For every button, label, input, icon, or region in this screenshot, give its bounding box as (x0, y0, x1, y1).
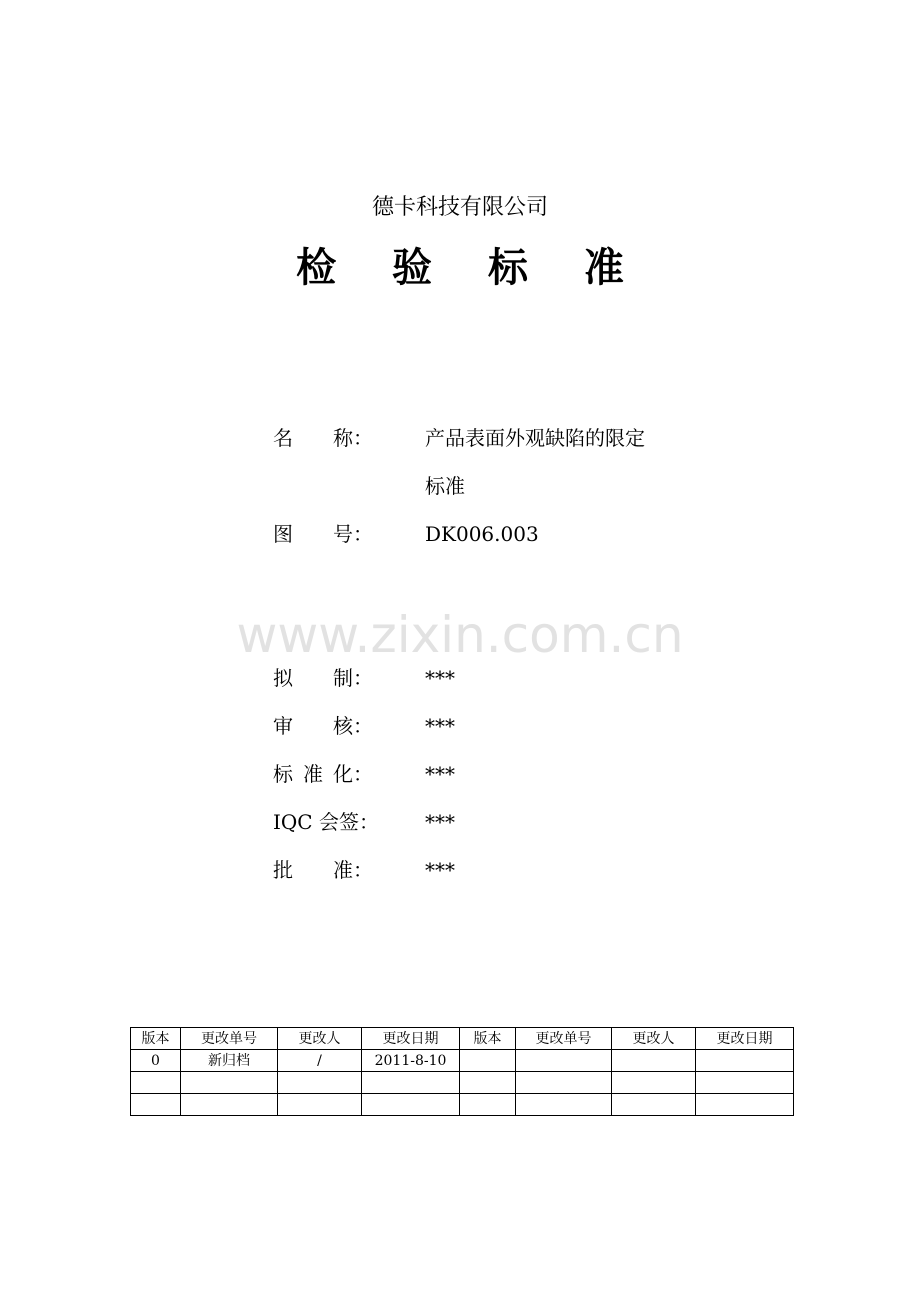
table-cell (612, 1072, 696, 1094)
table-cell (181, 1094, 278, 1116)
table-cell (612, 1050, 696, 1072)
table-cell (460, 1094, 516, 1116)
table-cell (460, 1072, 516, 1094)
table-cell (516, 1094, 612, 1116)
table-header-row (131, 1028, 794, 1050)
document-title (0, 240, 920, 296)
table-cell: 2011-8-10 (362, 1050, 460, 1072)
field-approved-value: *** (425, 858, 455, 882)
title-char: 标 (487, 245, 528, 291)
header-cell: 版本 (131, 1028, 181, 1050)
field-drafted-label: 拟 制： (273, 666, 373, 690)
header-cell: 更改人 (278, 1028, 362, 1050)
table-cell (516, 1072, 612, 1094)
table-cell (131, 1072, 181, 1094)
field-drafted-value: *** (425, 666, 455, 690)
field-approved-label: 批 准： (273, 858, 373, 882)
table-cell (460, 1050, 516, 1072)
table-cell (362, 1072, 460, 1094)
table-cell (696, 1072, 794, 1094)
field-name-label: 名 称： (273, 426, 373, 450)
table-cell (131, 1094, 181, 1116)
table-cell (516, 1050, 612, 1072)
table-cell (696, 1094, 794, 1116)
field-standardized-label: 标 准 化： (273, 762, 373, 786)
title-char: 检 (296, 245, 337, 291)
field-name-value-line2: 标准 (425, 474, 465, 498)
table-cell: 0 (131, 1050, 181, 1072)
table-cell (181, 1072, 278, 1094)
header-cell: 更改单号 (181, 1028, 278, 1050)
header-cell: 更改日期 (362, 1028, 460, 1050)
table-cell: 新归档 (181, 1050, 278, 1072)
table-cell (696, 1050, 794, 1072)
field-iqc-value: *** (425, 810, 455, 834)
field-iqc-label: IQC 会签： (273, 810, 379, 834)
table-cell (612, 1094, 696, 1116)
table-cell: / (278, 1050, 362, 1072)
table-cell (362, 1094, 460, 1116)
field-reviewed-label: 审 核： (273, 714, 373, 738)
title-char: 验 (392, 245, 433, 291)
table-cell (278, 1072, 362, 1094)
table-cell (278, 1094, 362, 1116)
table-row (131, 1072, 794, 1094)
watermark: www.zixin.com.cn (236, 606, 684, 664)
header-cell: 版本 (460, 1028, 516, 1050)
field-drawing-no-value: DK006.003 (425, 522, 539, 546)
field-reviewed-value: *** (425, 714, 455, 738)
company-name: 德卡科技有限公司 (371, 195, 548, 220)
title-char: 准 (583, 245, 624, 291)
field-standardized-value: *** (425, 762, 455, 786)
revision-table (130, 1027, 794, 1116)
header-cell: 更改单号 (516, 1028, 612, 1050)
field-drawing-no-label: 图 号： (273, 522, 373, 546)
header-cell: 更改人 (612, 1028, 696, 1050)
header-cell: 更改日期 (696, 1028, 794, 1050)
table-row (131, 1050, 794, 1072)
table-row (131, 1094, 794, 1116)
field-name-value: 产品表面外观缺陷的限定 (425, 426, 645, 450)
